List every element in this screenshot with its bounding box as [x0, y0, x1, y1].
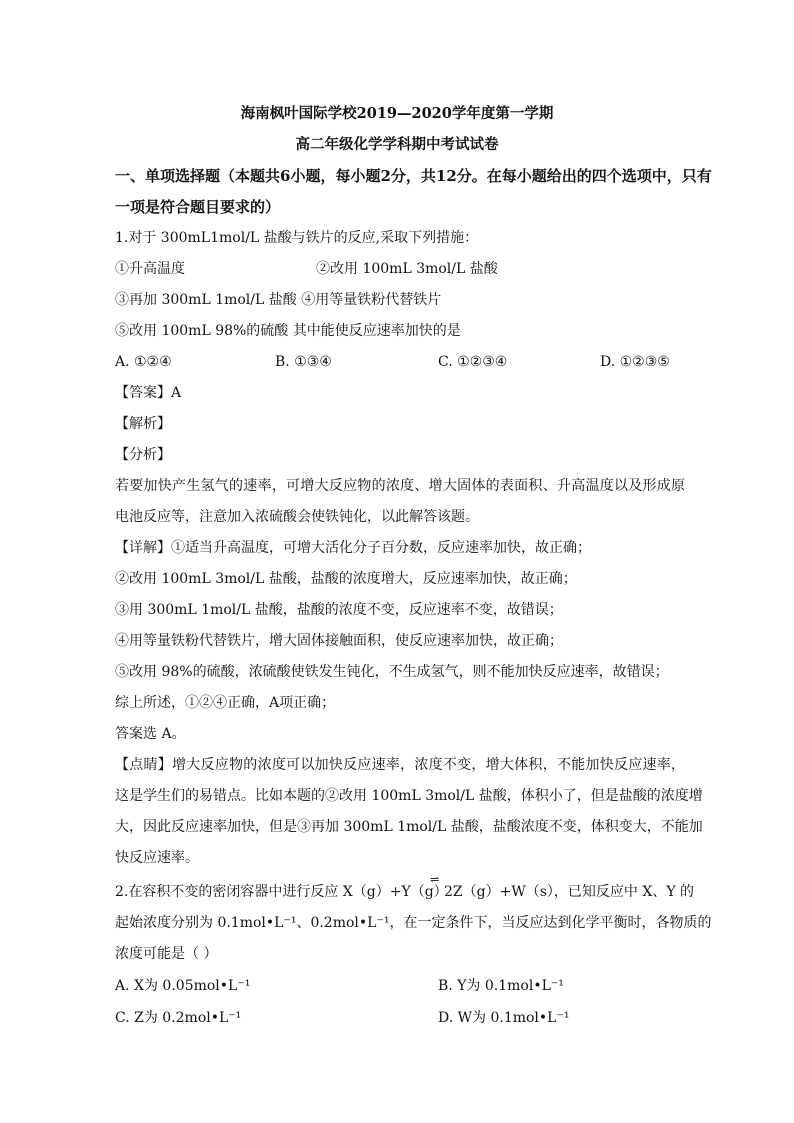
reversible-arrow-icon: ⇌	[430, 873, 440, 886]
q1-choice-d: D. ①②③⑤	[600, 354, 670, 370]
q1-fenxi-tag: 【分析】	[115, 447, 171, 463]
q1-answer: 【答案】A	[115, 385, 182, 401]
q1-dianjing-line4: 快反应速率。	[115, 850, 199, 866]
section-title-line1: 一、单项选择题（本题共6小题，每小题2分，共12分。在每小题给出的四个选项中，只有	[115, 167, 712, 185]
q1-detail-1: 【详解】①适当升高温度，可增大活化分子百分数，反应速率加快，故正确；	[115, 540, 591, 556]
q1-choice-b: B. ①③④	[275, 354, 332, 370]
q1-option-3-4: ③再加 300mL 1mol/L 盐酸 ④用等量铁粉代替铁片	[115, 292, 442, 308]
q2-stem-line2: 起始浓度分别为 0.1mol•L⁻¹、0.2mol•L⁻¹，在一定条件下，当反应达到化学平衡时，各物质的	[115, 915, 712, 931]
q1-detail-2: ②改用 100mL 3mol/L 盐酸，盐酸的浓度增大，反应速率加快，故正确；	[115, 571, 577, 587]
q1-analysis-tag: 【解析】	[115, 416, 171, 432]
q2-choice-a: A. X为 0.05mol•L⁻¹	[115, 978, 251, 994]
q2-stem-part2: 2Z（g）+W（s），已知反应中 X、Y 的	[444, 884, 695, 900]
q1-choice-a: A. ①②④	[115, 354, 172, 370]
q2-stem-part1: 2.在容积不变的密闭容器中进行反应 X（g）+Y（g）	[115, 884, 448, 900]
q1-summary: 综上所述，①②④正确，A项正确；	[115, 695, 336, 711]
q1-dianjing-line1: 【点睛】增大反应物的浓度可以加快反应速率，浓度不变，增大体积，不能加快反应速率，	[115, 757, 685, 773]
q1-dianjing-line3: 大，因此反应速率加快，但是③再加 300mL 1mol/L 盐酸，盐酸浓度不变，体积变大，不能加	[115, 819, 703, 835]
q1-detail-3: ③用 300mL 1mol/L 盐酸，盐酸的浓度不变，反应速率不变，故错误；	[115, 602, 563, 618]
q1-fenxi-line1: 若要加快产生氢气的速率，可增大反应物的浓度、增大固体的表面积、升高温度以及形成原	[115, 478, 685, 494]
school-title: 海南枫叶国际学校2019—2020学年度第一学期	[240, 105, 554, 122]
section-title-line2: 一项是符合题目要求的）	[115, 198, 281, 216]
q1-option-1: ①升高温度	[115, 261, 185, 277]
q1-detail-4: ④用等量铁粉代替铁片，增大固体接触面积，使反应速率加快，故正确；	[115, 633, 563, 649]
q1-choice-c: C. ①②③④	[438, 354, 508, 370]
q2-choice-b: B. Y为 0.1mol•L⁻¹	[438, 978, 564, 994]
q1-option-2: ②改用 100mL 3mol/L 盐酸	[316, 261, 498, 277]
q1-detail-5: ⑤改用 98%的硫酸，浓硫酸使铁发生钝化，不生成氢气，则不能加快反应速率，故错误；	[115, 664, 669, 680]
q1-dianjing-line2: 这是学生们的易错点。比如本题的②改用 100mL 3mol/L 盐酸，体积小了，但是盐酸的浓度增	[115, 788, 703, 804]
q2-stem-line3: 浓度可能是（ ）	[115, 946, 218, 962]
q1-fenxi-line2: 电池反应等，注意加入浓硫酸会使铁钝化，以此解答该题。	[115, 509, 479, 525]
exam-title: 高二年级化学学科期中考试试卷	[295, 136, 499, 153]
q1-stem: 1.对于 300mL1mol/L 盐酸与铁片的反应,采取下列措施：	[115, 230, 479, 246]
q1-option-5: ⑤改用 100mL 98%的硫酸 其中能使反应速率加快的是	[115, 323, 461, 339]
q1-final-answer: 答案选 A。	[115, 726, 186, 742]
q2-choice-c: C. Z为 0.2mol•L⁻¹	[115, 1010, 242, 1026]
q2-choice-d: D. W为 0.1mol•L⁻¹	[438, 1010, 570, 1026]
